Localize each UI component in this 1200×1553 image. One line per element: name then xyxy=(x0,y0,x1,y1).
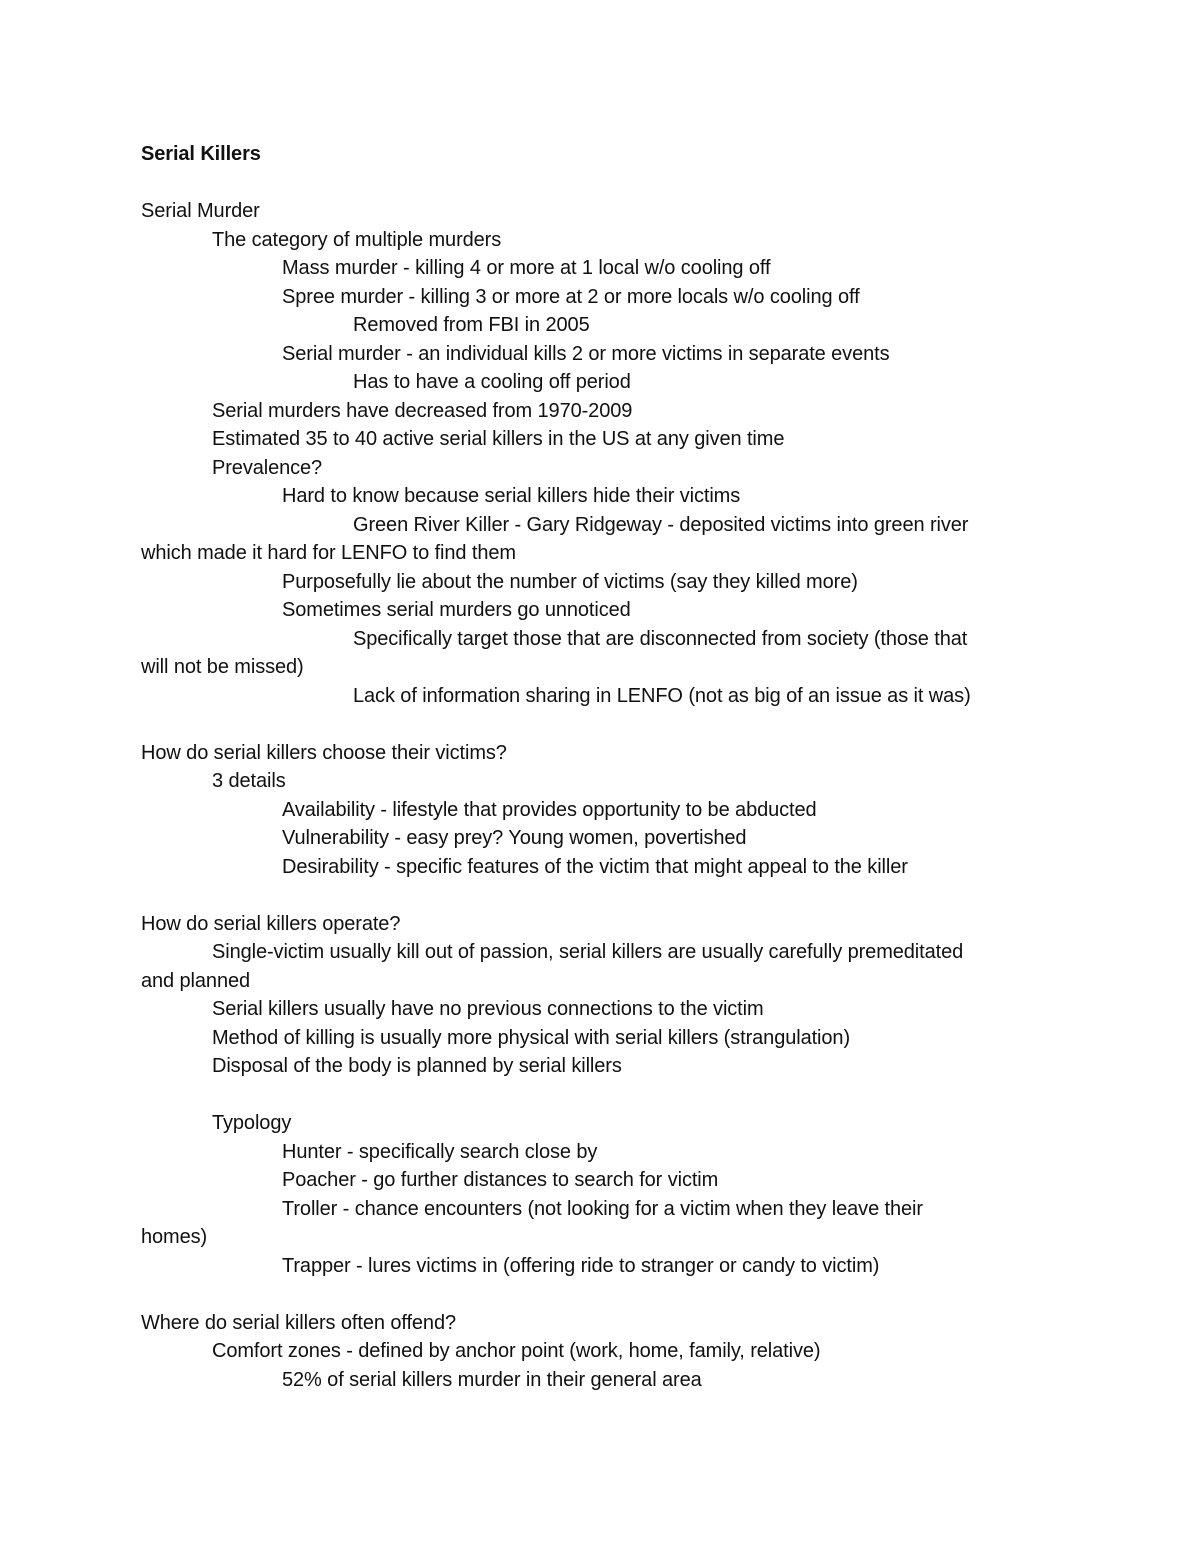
section-heading: Serial Murder xyxy=(141,200,260,222)
section-heading: How do serial killers operate? xyxy=(141,912,401,935)
outline-item: 3 details xyxy=(212,770,286,792)
blank-line xyxy=(141,1081,1041,1110)
outline-item: Hunter - specifically search close by xyxy=(282,1140,598,1163)
blank-line xyxy=(141,881,1041,910)
outline-item: Disposal of the body is planned by serial killers xyxy=(212,1055,622,1077)
outline-item: Serial murders have decreased from 1970-2009 xyxy=(212,399,633,422)
document-body xyxy=(141,140,1041,1394)
wrapped-line: and planned xyxy=(141,969,251,992)
outline-item: Single-victim usually kill out of passion, serial killers are usually carefully premeditated xyxy=(212,941,964,963)
outline-item: Sometimes serial murders go unnoticed xyxy=(282,599,631,621)
wrapped-line: which made it hard for LENFO to find them xyxy=(141,542,516,564)
outline-item: Has to have a cooling off period xyxy=(353,371,631,393)
outline-item: Spree murder - killing 3 or more at 2 or more locals w/o cooling off xyxy=(282,285,860,308)
section-heading: Where do serial killers often offend? xyxy=(141,1311,456,1334)
outline-item: Serial murder - an individual kills 2 or more victims in separate events xyxy=(282,342,890,365)
wrapped-line: homes) xyxy=(141,1226,208,1248)
outline-item: Hard to know because serial killers hide their victims xyxy=(282,485,741,507)
outline-item: Vulnerability - easy prey? Young women, povertished xyxy=(282,827,747,849)
outline-item: Specifically target those that are disconnected from society (those that xyxy=(353,627,968,650)
outline-item: Desirability - specific features of the victim that might appeal to the killer xyxy=(282,855,908,878)
outline-item: 52% of serial killers murder in their general area xyxy=(282,1368,702,1391)
outline-item: Mass murder - killing 4 or more at 1 local w/o cooling off xyxy=(282,257,771,279)
section-heading: How do serial killers choose their victims? xyxy=(141,741,507,764)
outline-item: Typology xyxy=(212,1112,292,1134)
outline-item: Lack of information sharing in LENFO (not as big of an issue as it was) xyxy=(353,684,971,707)
outline-item: Availability - lifestyle that provides opportunity to be abducted xyxy=(282,798,817,821)
outline-item: Comfort zones - defined by anchor point (work, home, family, relative) xyxy=(212,1340,821,1362)
outline-item: Serial killers usually have no previous connections to the victim xyxy=(212,998,764,1020)
outline-item: Purposefully lie about the number of victims (say they killed more) xyxy=(282,570,858,593)
wrapped-line: will not be missed) xyxy=(141,656,304,678)
outline-item: Estimated 35 to 40 active serial killers in the US at any given time xyxy=(212,428,785,450)
outline-item: The category of multiple murders xyxy=(212,228,502,251)
document-title: Serial Killers xyxy=(141,143,261,165)
blank-line xyxy=(141,169,1041,198)
outline-item: Prevalence? xyxy=(212,456,323,479)
outline-item: Method of killing is usually more physical with serial killers (strangulation) xyxy=(212,1026,851,1049)
outline-item: Troller - chance encounters (not looking for a victim when they leave their xyxy=(282,1197,923,1220)
outline-item: Poacher - go further distances to search for victim xyxy=(282,1169,719,1191)
outline-item: Trapper - lures victims in (offering ride to stranger or candy to victim) xyxy=(282,1254,880,1277)
blank-line xyxy=(141,710,1041,739)
outline-item: Removed from FBI in 2005 xyxy=(353,314,590,336)
blank-line xyxy=(141,1280,1041,1309)
outline-item: Green River Killer - Gary Ridgeway - deposited victims into green river xyxy=(353,513,969,536)
